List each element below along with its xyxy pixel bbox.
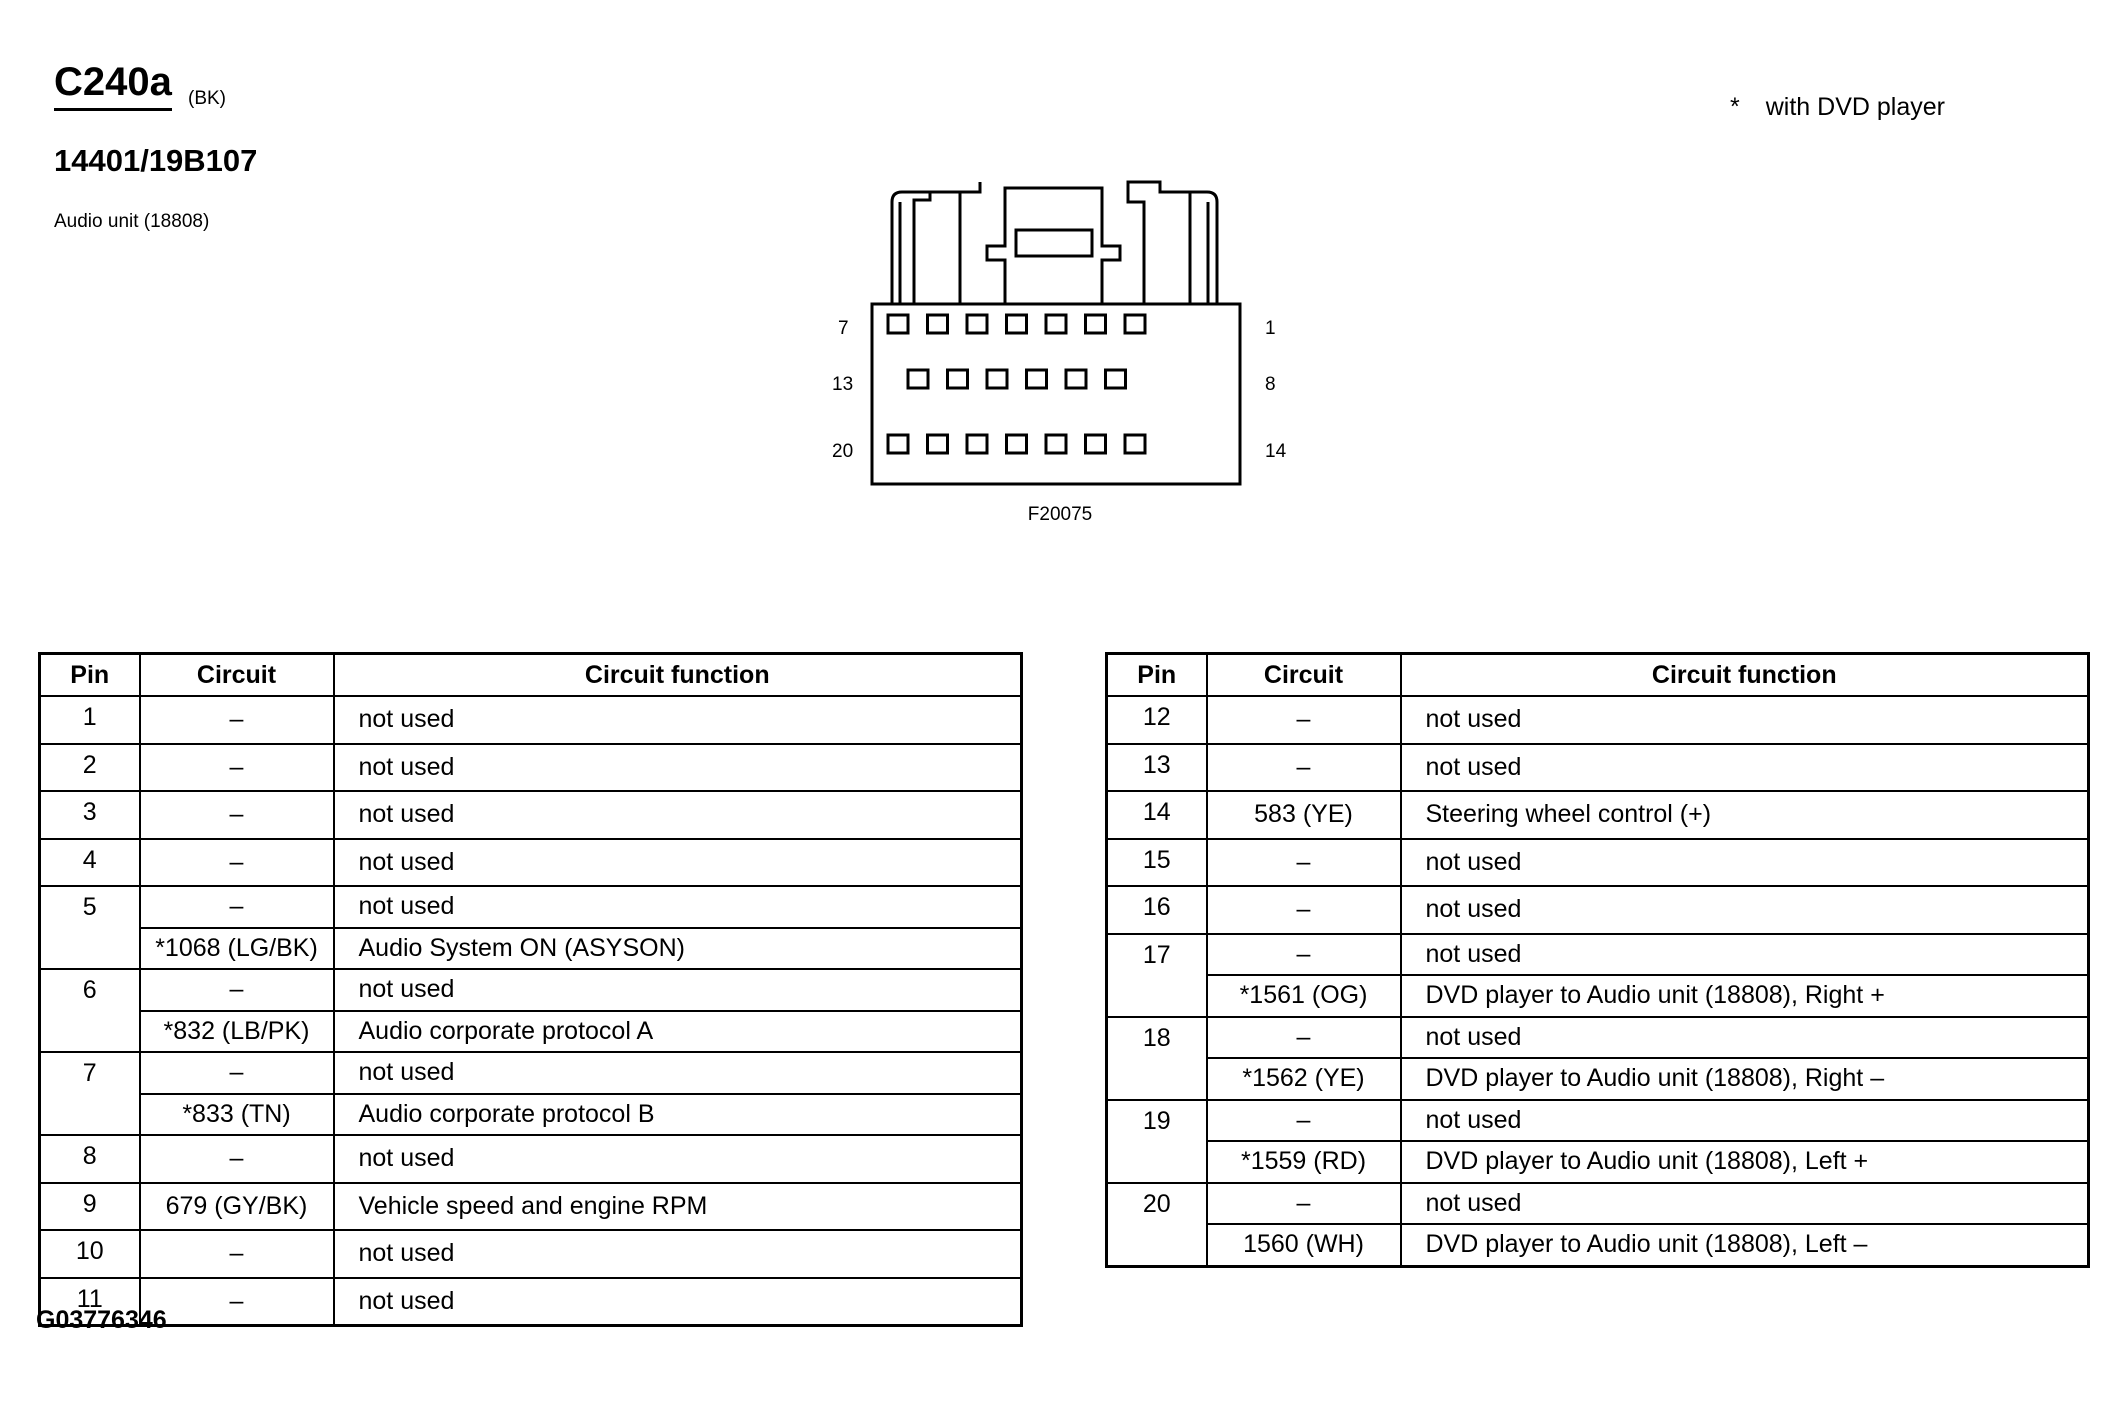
pin-number-cell: 11	[40, 1278, 140, 1326]
pin-cavity	[1086, 435, 1106, 453]
circuit-function-cell: not used	[334, 839, 1022, 887]
pin-number-cell: 10	[40, 1230, 140, 1278]
row-label-middle-left: 13	[832, 374, 854, 395]
circuit-function-cell: not used	[334, 1135, 1022, 1183]
legend	[1730, 93, 1945, 122]
pin-number-cell: 4	[40, 839, 140, 887]
circuit-cell: *1561 (OG)	[1207, 975, 1401, 1017]
circuit-cell: –	[1207, 886, 1401, 934]
table-row	[40, 1011, 1022, 1053]
circuit-cell: –	[1207, 1183, 1401, 1225]
table-row	[40, 1278, 1022, 1326]
header-circuit: Circuit	[140, 654, 334, 697]
circuit-function-cell: not used	[334, 1278, 1022, 1326]
pin-number-cell: 6	[40, 969, 140, 1052]
table-row	[40, 1052, 1022, 1094]
pin-cavity	[1007, 435, 1027, 453]
center-lock-tab	[1016, 230, 1092, 256]
circuit-function-cell: not used	[1401, 934, 2089, 976]
pin-cavity	[1066, 370, 1086, 388]
circuit-function-cell: not used	[1401, 744, 2089, 792]
circuit-cell: –	[1207, 696, 1401, 744]
circuit-function-cell: DVD player to Audio unit (18808), Right –	[1401, 1058, 2089, 1100]
pin-cavity	[1046, 315, 1066, 333]
circuit-cell: –	[140, 791, 334, 839]
pin-cavity	[908, 370, 928, 388]
pin-cavity	[1125, 435, 1145, 453]
circuit-cell: *1559 (RD)	[1207, 1141, 1401, 1183]
header-circuit-function: Circuit function	[334, 654, 1022, 697]
circuit-function-cell: DVD player to Audio unit (18808), Left +	[1401, 1141, 2089, 1183]
pin-number-cell: 19	[1107, 1100, 1207, 1183]
row-label-middle-right: 8	[1265, 374, 1276, 395]
circuit-cell: *1562 (YE)	[1207, 1058, 1401, 1100]
table-row	[1107, 934, 2089, 976]
circuit-function-cell: not used	[1401, 886, 2089, 934]
right-latch	[1128, 182, 1217, 304]
pin-number-cell: 3	[40, 791, 140, 839]
circuit-cell: *832 (LB/PK)	[140, 1011, 334, 1053]
circuit-cell: 1560 (WH)	[1207, 1224, 1401, 1266]
pin-cavity	[888, 435, 908, 453]
table-row	[1107, 1058, 2089, 1100]
header-circuit-function: Circuit function	[1401, 654, 2089, 697]
pin-cavity	[1007, 315, 1027, 333]
circuit-function-cell: DVD player to Audio unit (18808), Right +	[1401, 975, 2089, 1017]
pin-cavities	[888, 315, 1145, 453]
table-row	[1107, 839, 2089, 887]
pin-cavity	[928, 315, 948, 333]
circuit-cell: *833 (TN)	[140, 1094, 334, 1136]
table-row	[1107, 1100, 2089, 1142]
left-latch-hook	[960, 182, 980, 192]
pin-cavity	[1046, 435, 1066, 453]
circuit-function-cell: not used	[334, 696, 1022, 744]
circuit-cell: –	[1207, 1100, 1401, 1142]
right-latch-arm	[1190, 192, 1208, 304]
circuit-function-cell: Audio corporate protocol A	[334, 1011, 1022, 1053]
table-row	[40, 928, 1022, 970]
center-lock	[987, 188, 1120, 304]
pin-cavity	[987, 370, 1007, 388]
circuit-cell: –	[140, 969, 334, 1011]
table-row	[40, 1230, 1022, 1278]
table-row	[40, 839, 1022, 887]
connector-id-title: C240a	[54, 62, 172, 111]
graphic-id: G03776346	[36, 1306, 167, 1334]
table-row	[1107, 791, 2089, 839]
row-label-bottom-right: 14	[1265, 441, 1287, 462]
circuit-cell: –	[140, 1135, 334, 1183]
pin-number-cell: 13	[1107, 744, 1207, 792]
circuit-function-cell: not used	[334, 886, 1022, 928]
pin-cavity	[1027, 370, 1047, 388]
pin-number-cell: 7	[40, 1052, 140, 1135]
pin-cavity	[1106, 370, 1126, 388]
circuit-cell: *1068 (LG/BK)	[140, 928, 334, 970]
circuit-function-cell: not used	[1401, 1017, 2089, 1059]
circuit-cell: –	[1207, 839, 1401, 887]
circuit-cell: –	[140, 696, 334, 744]
pin-cavity	[948, 370, 968, 388]
circuit-function-cell: not used	[1401, 696, 2089, 744]
table-row	[40, 696, 1022, 744]
circuit-function-cell: not used	[334, 1230, 1022, 1278]
circuit-cell: –	[140, 1052, 334, 1094]
component-description: Audio unit (18808)	[54, 211, 210, 232]
circuit-function-cell: not used	[1401, 1100, 2089, 1142]
table-row	[1107, 744, 2089, 792]
table-row	[1107, 1141, 2089, 1183]
circuit-function-cell: Audio corporate protocol B	[334, 1094, 1022, 1136]
legend-text: with DVD player	[1765, 93, 1945, 121]
pin-cavity	[888, 315, 908, 333]
header-circuit: Circuit	[1207, 654, 1401, 697]
circuit-function-cell: not used	[1401, 1183, 2089, 1225]
pin-table-right	[1105, 652, 2090, 1268]
circuit-function-cell: Audio System ON (ASYSON)	[334, 928, 1022, 970]
table-row	[40, 744, 1022, 792]
pin-number-cell: 16	[1107, 886, 1207, 934]
header-pin: Pin	[1107, 654, 1207, 697]
connector-color-tag: (BK)	[188, 88, 226, 109]
circuit-function-cell: not used	[1401, 839, 2089, 887]
table-row	[40, 1183, 1022, 1231]
table-row	[1107, 1017, 2089, 1059]
pin-number-cell: 14	[1107, 791, 1207, 839]
table-row	[1107, 1224, 2089, 1266]
table-row	[1107, 696, 2089, 744]
table-row	[40, 1094, 1022, 1136]
pin-number-cell: 1	[40, 696, 140, 744]
circuit-cell: –	[140, 839, 334, 887]
circuit-cell: –	[140, 744, 334, 792]
circuit-function-cell: DVD player to Audio unit (18808), Left –	[1401, 1224, 2089, 1266]
pin-cavity	[967, 435, 987, 453]
pin-number-cell: 5	[40, 886, 140, 969]
row-label-bottom-left: 20	[832, 441, 854, 462]
circuit-function-cell: not used	[334, 1052, 1022, 1094]
circuit-function-cell: Steering wheel control (+)	[1401, 791, 2089, 839]
left-latch-arm	[892, 192, 960, 304]
part-number: 14401/19B107	[54, 143, 258, 178]
circuit-cell: –	[1207, 1017, 1401, 1059]
pin-number-cell: 15	[1107, 839, 1207, 887]
figure-id: F20075	[1027, 504, 1093, 525]
pin-number-cell: 20	[1107, 1183, 1207, 1267]
circuit-cell: –	[140, 1278, 334, 1326]
table-row	[40, 969, 1022, 1011]
circuit-function-cell: not used	[334, 744, 1022, 792]
pin-number-cell: 12	[1107, 696, 1207, 744]
header-pin: Pin	[40, 654, 140, 697]
pin-number-cell: 17	[1107, 934, 1207, 1017]
pin-number-cell: 2	[40, 744, 140, 792]
pin-table-left	[38, 652, 1023, 1327]
circuit-cell: –	[140, 1230, 334, 1278]
pin-number-cell: 8	[40, 1135, 140, 1183]
legend-symbol: *	[1730, 93, 1740, 121]
left-latch	[892, 192, 930, 304]
table-row	[40, 791, 1022, 839]
circuit-cell: 679 (GY/BK)	[140, 1183, 334, 1231]
pin-cavity	[967, 315, 987, 333]
circuit-function-cell: not used	[334, 791, 1022, 839]
pin-cavity	[928, 435, 948, 453]
table-row	[1107, 886, 2089, 934]
circuit-cell: –	[140, 886, 334, 928]
table-row	[40, 886, 1022, 928]
pin-cavity	[1125, 315, 1145, 333]
row-label-top-right: 1	[1265, 318, 1276, 339]
connector-face-diagram	[820, 180, 1300, 500]
circuit-function-cell: not used	[334, 969, 1022, 1011]
circuit-function-cell: Vehicle speed and engine RPM	[334, 1183, 1022, 1231]
table-row	[1107, 975, 2089, 1017]
circuit-cell: –	[1207, 934, 1401, 976]
pin-number-cell: 18	[1107, 1017, 1207, 1100]
row-label-top-left: 7	[838, 318, 849, 339]
pin-cavity	[1086, 315, 1106, 333]
table-row	[40, 1135, 1022, 1183]
circuit-cell: –	[1207, 744, 1401, 792]
circuit-cell: 583 (YE)	[1207, 791, 1401, 839]
table-row	[1107, 1183, 2089, 1225]
pin-number-cell: 9	[40, 1183, 140, 1231]
